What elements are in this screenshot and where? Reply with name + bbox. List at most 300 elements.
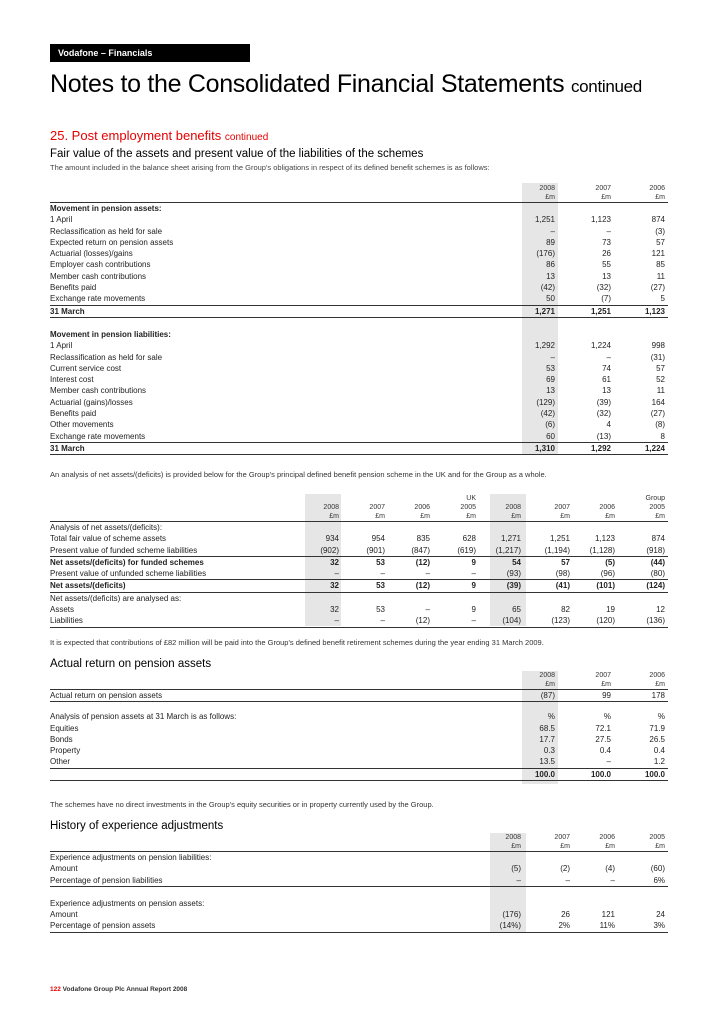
row-label: Exchange rate movements xyxy=(50,294,146,304)
table-row xyxy=(50,756,668,768)
cell-value: 5 xyxy=(660,294,665,304)
cell-value: – xyxy=(334,569,339,579)
section-subtitle: Fair value of the assets and present value of the liabilities of the schemes xyxy=(50,148,424,160)
cell-value: 178 xyxy=(651,691,665,700)
table-row xyxy=(50,214,668,225)
cell-value: 99 xyxy=(602,691,611,700)
cell-value: 13 xyxy=(602,386,611,396)
cell-value: 13 xyxy=(546,386,555,396)
total-row xyxy=(50,443,668,455)
cell-value: 32 xyxy=(330,557,339,567)
cell-value: – xyxy=(380,616,385,626)
row-label: Amount xyxy=(50,910,78,920)
section-title xyxy=(50,128,268,143)
row-label: Other xyxy=(50,757,71,767)
cell-value: (98) xyxy=(555,569,570,579)
cell-value: 13.5 xyxy=(539,757,555,767)
total-row xyxy=(50,769,668,781)
table-row xyxy=(50,875,668,887)
cell-value: 1,251 xyxy=(549,534,570,544)
cell-value: 26.5 xyxy=(649,734,665,744)
row-label: Net assets/(deficits) xyxy=(50,581,126,591)
header-row xyxy=(50,193,668,202)
row-label: Assets xyxy=(50,605,75,615)
column-unit: £m xyxy=(329,513,339,520)
table-row xyxy=(50,533,668,544)
cell-value: (12) xyxy=(415,616,430,626)
cell-value: 9 xyxy=(471,605,476,615)
cell-value: 1,292 xyxy=(590,443,611,453)
row-label: Other movements xyxy=(50,420,114,430)
row-label: Amount xyxy=(50,864,78,874)
cell-value: (39) xyxy=(506,581,521,591)
column-year: 2008 xyxy=(505,504,521,511)
section-header-bar xyxy=(50,44,250,62)
column-group: UK xyxy=(466,495,476,502)
column-unit: £m xyxy=(605,843,615,850)
row-label: Exchange rate movements xyxy=(50,431,146,441)
column-unit: £m xyxy=(511,843,521,850)
column-unit: £m xyxy=(601,681,611,688)
header-row xyxy=(50,842,668,851)
cell-value: (7) xyxy=(601,294,611,304)
cell-value: 74 xyxy=(602,363,611,373)
cell-value: 998 xyxy=(651,341,665,351)
cell-value: 874 xyxy=(651,534,665,544)
group-header-row xyxy=(50,494,668,503)
row-label: Analysis of pension assets at 31 March is as follows: xyxy=(50,712,237,722)
row-label: Analysis of net assets/(deficits): xyxy=(50,523,163,532)
row-label: Member cash contributions xyxy=(50,271,147,281)
header-row xyxy=(50,833,668,842)
section-title-text: 25. Post employment benefits xyxy=(50,128,222,143)
cell-value: 68.5 xyxy=(539,723,555,733)
cell-value: 1,123 xyxy=(644,306,665,316)
column-year: 2005 xyxy=(460,504,476,511)
cell-value: (44) xyxy=(650,557,665,567)
cell-value: 89 xyxy=(546,237,555,247)
column-unit: £m xyxy=(545,194,555,201)
cell-value: 8 xyxy=(660,431,665,441)
cell-value: 1,224 xyxy=(644,443,665,453)
cell-value: – xyxy=(550,352,555,362)
cell-value: 1,224 xyxy=(590,341,611,351)
cell-value: (1,128) xyxy=(589,545,615,555)
cell-value: 13 xyxy=(602,271,611,281)
cell-value: 9 xyxy=(471,557,476,567)
cell-value: 26 xyxy=(561,910,570,920)
cell-value: 24 xyxy=(656,910,665,920)
row-label: Movement in pension assets: xyxy=(50,204,162,213)
cell-value: 1,271 xyxy=(500,534,521,544)
table-row xyxy=(50,920,668,932)
cell-value: (42) xyxy=(540,283,555,293)
cell-value: 50 xyxy=(546,294,555,304)
column-year: 2008 xyxy=(505,834,521,841)
paragraph-net-assets: An analysis of net assets/(deficits) is provided below for the Group's principal defined benefit pension scheme in the UK and for the Group as a whole. xyxy=(50,470,547,479)
cell-value: 60 xyxy=(546,431,555,441)
column-year: 2008 xyxy=(539,185,555,192)
column-year: 2007 xyxy=(554,834,570,841)
cell-value: 57 xyxy=(561,557,570,567)
cell-value: 32 xyxy=(330,605,339,615)
cell-value: (13) xyxy=(596,431,611,441)
column-unit: £m xyxy=(560,513,570,520)
cell-value: – xyxy=(471,569,476,579)
row-label: Total fair value of scheme assets xyxy=(50,534,167,544)
row-label: Net assets/(deficits) are analysed as: xyxy=(50,593,182,603)
cell-value: 835 xyxy=(416,534,430,544)
subheading-row xyxy=(50,851,668,863)
cell-value: 19 xyxy=(606,605,615,615)
cell-value: 86 xyxy=(546,260,555,270)
paragraph-investments: The schemes have no direct investments in the Group's equity securities or in property currently used by the Group. xyxy=(50,800,434,809)
column-year: 2006 xyxy=(414,504,430,511)
table-row xyxy=(50,282,668,293)
cell-value: 27.5 xyxy=(595,734,611,744)
table-row xyxy=(50,385,668,396)
row-label: Actual return on pension assets xyxy=(50,691,163,700)
subheading-row xyxy=(50,711,668,722)
cell-value: (619) xyxy=(457,545,476,555)
column-year: 2006 xyxy=(599,834,615,841)
cell-value: 100.0 xyxy=(644,769,665,779)
cell-value: (80) xyxy=(650,569,665,579)
cell-value: – xyxy=(610,875,615,885)
column-unit: £m xyxy=(420,513,430,520)
cell-value: 100.0 xyxy=(534,769,555,779)
cell-value: (27) xyxy=(650,283,665,293)
row-label: Interest cost xyxy=(50,375,94,385)
cell-value: 53 xyxy=(376,557,385,567)
table-row xyxy=(50,521,668,533)
section-title-suffix: continued xyxy=(224,132,269,143)
column-year: 2007 xyxy=(554,504,570,511)
cell-value: (901) xyxy=(366,545,385,555)
cell-value: (12) xyxy=(415,557,430,567)
column-unit: £m xyxy=(375,513,385,520)
header-row xyxy=(50,503,668,512)
row-label: Member cash contributions xyxy=(50,386,147,396)
table-row xyxy=(50,340,668,351)
table-row xyxy=(50,271,668,282)
column-unit: £m xyxy=(511,513,521,520)
cell-value: (6) xyxy=(545,420,555,430)
cell-value: 85 xyxy=(656,260,665,270)
page-title xyxy=(50,70,642,99)
cell-value: 12 xyxy=(656,605,665,615)
row-label: 1 April xyxy=(50,215,73,225)
history-table xyxy=(50,833,668,933)
column-unit: £m xyxy=(655,843,665,850)
table-row xyxy=(50,397,668,408)
column-unit: £m xyxy=(655,194,665,201)
total-row xyxy=(50,306,668,318)
cell-value: (87) xyxy=(540,691,555,700)
cell-value: 73 xyxy=(602,237,611,247)
cell-value: (32) xyxy=(596,409,611,419)
cell-value: 121 xyxy=(651,249,665,259)
table-row xyxy=(50,615,668,627)
cell-value: (14%) xyxy=(499,921,521,931)
cell-value: 4 xyxy=(606,420,611,430)
paragraph-contributions: It is expected that contributions of £82 million will be paid into the Group's defined benefit retirement schemes during the year ending 31 March 2009. xyxy=(50,638,544,647)
cell-value: 1,123 xyxy=(594,534,615,544)
cell-value: 57 xyxy=(656,237,665,247)
column-year: 2006 xyxy=(649,185,665,192)
section-intro: The amount included in the balance sheet arising from the Group's obligations in respect of its defined benefit schemes is as follows: xyxy=(50,163,490,172)
cell-value: 0.4 xyxy=(599,746,611,756)
cell-value: 3% xyxy=(653,921,665,931)
cell-value: 53 xyxy=(546,363,555,373)
cell-value: 628 xyxy=(462,534,476,544)
column-group: Group xyxy=(645,495,665,502)
table-row xyxy=(50,580,668,592)
row-label: Actuarial (losses)/gains xyxy=(50,249,133,259)
cell-value: (2) xyxy=(560,864,570,874)
table-row xyxy=(50,431,668,443)
table-row xyxy=(50,408,668,419)
cell-value: 61 xyxy=(602,375,611,385)
cell-value: 57 xyxy=(656,363,665,373)
actual-return-table xyxy=(50,671,668,781)
table-row xyxy=(50,745,668,756)
cell-value: 17.7 xyxy=(539,734,555,744)
pension-movement-table xyxy=(50,184,668,455)
column-year: 2008 xyxy=(323,504,339,511)
table-row xyxy=(50,419,668,430)
row-label: Equities xyxy=(50,723,79,733)
cell-value: (60) xyxy=(650,864,665,874)
row-label: Actuarial (gains)/losses xyxy=(50,397,133,407)
cell-value: – xyxy=(334,616,339,626)
table-row xyxy=(50,689,668,702)
cell-value: – xyxy=(606,757,611,767)
column-year: 2008 xyxy=(539,672,555,679)
header-row xyxy=(50,680,668,689)
cell-value: (5) xyxy=(605,557,615,567)
page-title-text: Notes to the Consolidated Financial Statements xyxy=(50,70,565,98)
row-label: Liabilities xyxy=(50,616,83,626)
cell-value: 934 xyxy=(325,534,339,544)
cell-value: 2% xyxy=(558,921,570,931)
cell-value: (12) xyxy=(415,581,430,591)
table-row xyxy=(50,545,668,557)
table-row xyxy=(50,568,668,580)
cell-value: – xyxy=(471,616,476,626)
column-year: 2007 xyxy=(595,672,611,679)
cell-value: 13 xyxy=(546,271,555,281)
cell-value: (847) xyxy=(411,545,430,555)
cell-value: (101) xyxy=(596,581,615,591)
header-row xyxy=(50,184,668,193)
cell-value: – xyxy=(565,875,570,885)
history-heading: History of experience adjustments xyxy=(50,820,224,832)
row-label: Property xyxy=(50,746,81,756)
column-unit: £m xyxy=(545,681,555,688)
table-row xyxy=(50,604,668,615)
cell-value: (8) xyxy=(655,420,665,430)
row-label: Bonds xyxy=(50,734,73,744)
cell-value: (32) xyxy=(596,283,611,293)
cell-value: 121 xyxy=(601,910,615,920)
brand-label: Vodafone – Financials xyxy=(58,48,153,58)
cell-value: (1,194) xyxy=(544,545,570,555)
cell-value: 0.3 xyxy=(543,746,555,756)
table-row xyxy=(50,293,668,305)
table-row xyxy=(50,226,668,237)
cell-value: (39) xyxy=(596,397,611,407)
cell-value: 100.0 xyxy=(590,769,611,779)
cell-value: (5) xyxy=(511,864,521,874)
table-row xyxy=(50,723,668,734)
cell-value: % xyxy=(657,712,665,722)
cell-value: (120) xyxy=(596,616,615,626)
header-row xyxy=(50,512,668,521)
table-row xyxy=(50,259,668,270)
cell-value: 11% xyxy=(599,921,615,931)
page-footer xyxy=(50,986,187,993)
page-title-suffix: continued xyxy=(570,77,642,96)
cell-value: 52 xyxy=(656,375,665,385)
cell-value: 82 xyxy=(561,605,570,615)
cell-value: 53 xyxy=(376,605,385,615)
net-assets-table xyxy=(50,494,668,628)
cell-value: 1.2 xyxy=(653,757,665,767)
row-label: Present value of funded scheme liabilities xyxy=(50,545,198,555)
row-label: Movement in pension liabilities: xyxy=(50,329,171,339)
table-row xyxy=(50,863,668,874)
cell-value: (136) xyxy=(646,616,665,626)
cell-value: 26 xyxy=(602,249,611,259)
cell-value: – xyxy=(380,569,385,579)
row-label: Experience adjustments on pension assets: xyxy=(50,898,205,908)
cell-value: 54 xyxy=(512,557,521,567)
row-label: Reclassification as held for sale xyxy=(50,352,163,362)
cell-value: (176) xyxy=(502,910,521,920)
cell-value: 55 xyxy=(602,260,611,270)
row-label: Benefits paid xyxy=(50,283,97,293)
footer-text: Vodafone Group Plc Annual Report 2008 xyxy=(62,986,188,993)
page-number: 122 xyxy=(50,986,61,993)
cell-value: 1,271 xyxy=(534,306,555,316)
cell-value: 69 xyxy=(546,375,555,385)
column-unit: £m xyxy=(605,513,615,520)
column-unit: £m xyxy=(655,681,665,688)
subheading-row xyxy=(50,202,668,214)
cell-value: 0.4 xyxy=(653,746,665,756)
column-year: 2005 xyxy=(649,504,665,511)
cell-value: 1,310 xyxy=(534,443,555,453)
column-year: 2007 xyxy=(369,504,385,511)
table-row xyxy=(50,248,668,259)
cell-value: (4) xyxy=(605,864,615,874)
row-label: Percentage of pension assets xyxy=(50,921,156,931)
cell-value: (3) xyxy=(655,226,665,236)
cell-value: – xyxy=(606,226,611,236)
cell-value: (123) xyxy=(551,616,570,626)
table-row xyxy=(50,734,668,745)
cell-value: – xyxy=(516,875,521,885)
column-year: 2007 xyxy=(595,185,611,192)
row-label: Current service cost xyxy=(50,363,122,373)
cell-value: 954 xyxy=(371,534,385,544)
header-row xyxy=(50,671,668,680)
cell-value: – xyxy=(550,226,555,236)
cell-value: 11 xyxy=(656,386,665,396)
column-unit: £m xyxy=(560,843,570,850)
cell-value: 53 xyxy=(376,581,385,591)
column-year: 2005 xyxy=(649,834,665,841)
row-label: Reclassification as held for sale xyxy=(50,226,163,236)
row-label: Net assets/(deficits) for funded schemes xyxy=(50,557,204,567)
table-row xyxy=(50,363,668,374)
cell-value: 32 xyxy=(330,581,339,591)
cell-value: (27) xyxy=(650,409,665,419)
cell-value: (31) xyxy=(650,352,665,362)
column-unit: £m xyxy=(655,513,665,520)
cell-value: 1,292 xyxy=(534,341,555,351)
row-label: 1 April xyxy=(50,341,73,351)
cell-value: (42) xyxy=(540,409,555,419)
table-row xyxy=(50,352,668,363)
row-label: 31 March xyxy=(50,443,85,453)
cell-value: % xyxy=(547,712,555,722)
cell-value: 1,123 xyxy=(590,215,611,225)
subheading-row xyxy=(50,329,668,340)
cell-value: 874 xyxy=(651,215,665,225)
cell-value: (41) xyxy=(555,581,570,591)
cell-value: (96) xyxy=(600,569,615,579)
subheading-row xyxy=(50,898,668,909)
column-unit: £m xyxy=(466,513,476,520)
column-year: 2006 xyxy=(649,672,665,679)
cell-value: (1,217) xyxy=(495,545,521,555)
table-row xyxy=(50,237,668,248)
cell-value: – xyxy=(425,605,430,615)
cell-value: 11 xyxy=(656,271,665,281)
row-label: Employer cash contributions xyxy=(50,260,151,270)
cell-value: (124) xyxy=(646,581,665,591)
row-label: Percentage of pension liabilities xyxy=(50,875,163,885)
row-label: Benefits paid xyxy=(50,409,97,419)
row-label: Present value of unfunded scheme liabilities xyxy=(50,569,207,579)
table-row xyxy=(50,374,668,385)
cell-value: – xyxy=(425,569,430,579)
row-label: Experience adjustments on pension liabilities: xyxy=(50,853,212,862)
actual-return-heading: Actual return on pension assets xyxy=(50,658,212,670)
cell-value: 1,251 xyxy=(590,306,611,316)
cell-value: (129) xyxy=(536,397,555,407)
cell-value: (918) xyxy=(646,545,665,555)
row-label: Expected return on pension assets xyxy=(50,237,174,247)
table-row xyxy=(50,909,668,920)
table-row xyxy=(50,557,668,568)
cell-value: 71.9 xyxy=(649,723,665,733)
cell-value: (176) xyxy=(536,249,555,259)
cell-value: 1,251 xyxy=(534,215,555,225)
column-unit: £m xyxy=(601,194,611,201)
cell-value: % xyxy=(603,712,611,722)
cell-value: 72.1 xyxy=(595,723,611,733)
cell-value: – xyxy=(606,352,611,362)
cell-value: 164 xyxy=(651,397,665,407)
cell-value: 6% xyxy=(653,875,665,885)
cell-value: 9 xyxy=(471,581,476,591)
cell-value: 65 xyxy=(512,605,521,615)
cell-value: (93) xyxy=(506,569,521,579)
cell-value: (104) xyxy=(502,616,521,626)
